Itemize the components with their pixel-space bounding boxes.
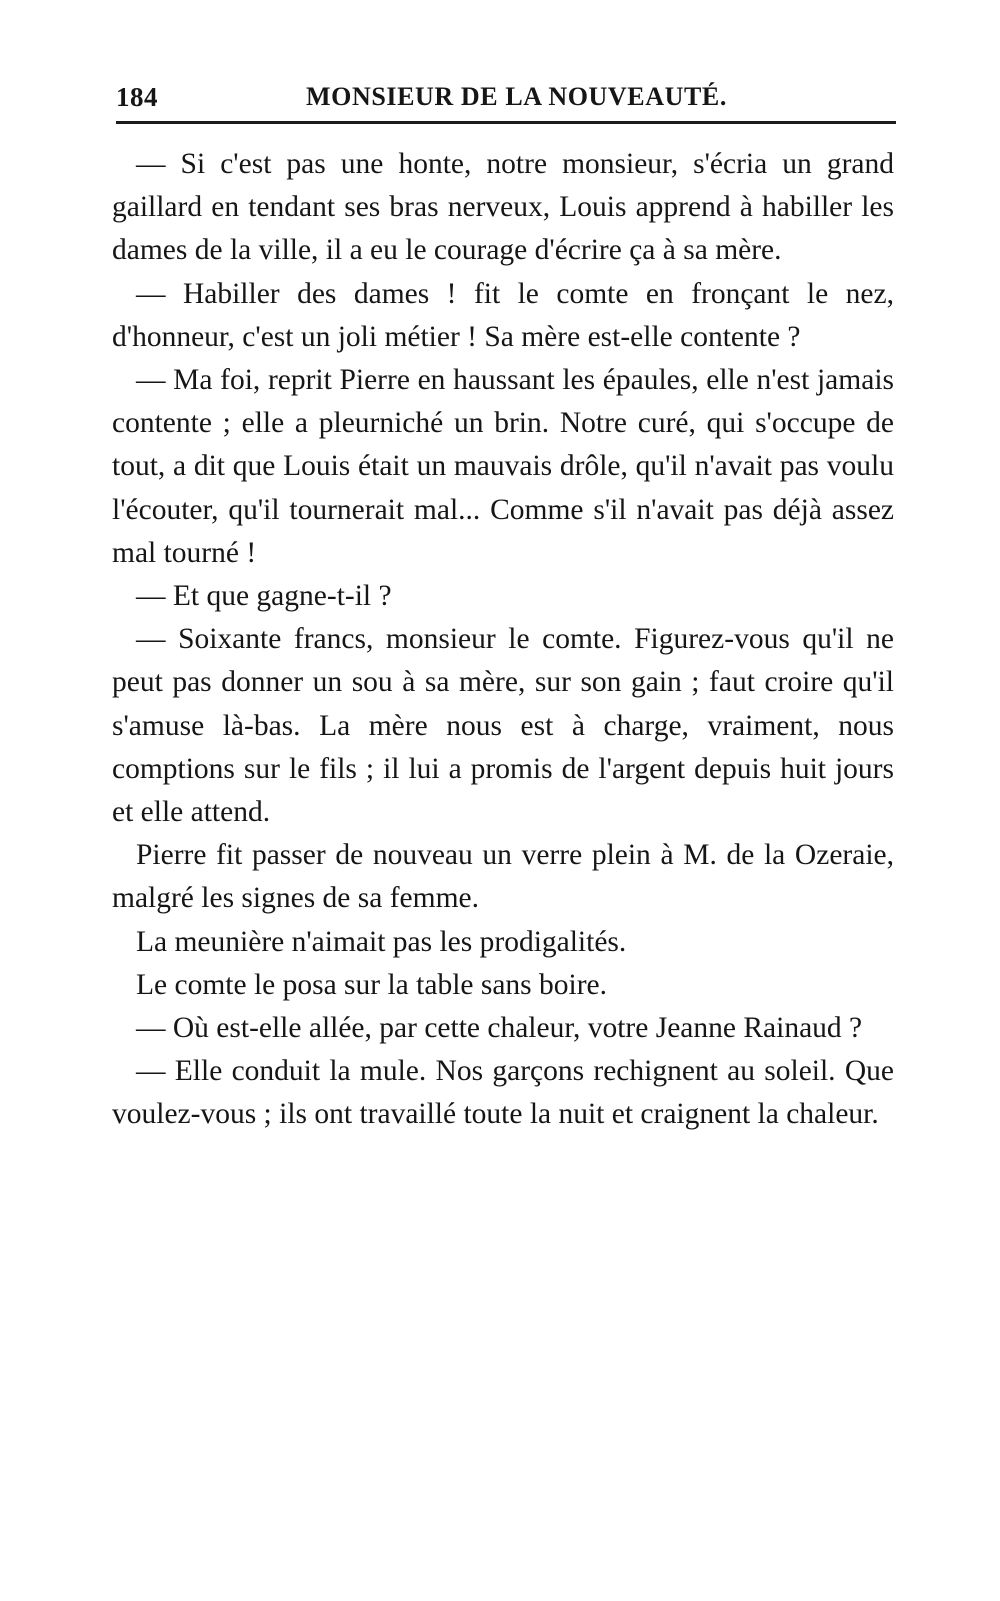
- paragraph: Le comte le posa sur la table sans boire.: [136, 968, 608, 1001]
- running-title: MONSIEUR DE LA NOUVEAUTÉ.: [306, 82, 727, 111]
- header-rule: [116, 121, 896, 124]
- paragraph: — Et que gagne-t-il ?: [136, 580, 392, 613]
- paragraph: — Si c'est pas une honte, notre monsieur, s'écria un grand gaillard en tendant ses bras nerveux, Louis apprend à habiller les dames de la ville, il a eu le courage d'écrire ça à sa mère.: [112, 148, 894, 267]
- paragraph: La meunière n'aimait pas les prodigalités.: [136, 925, 627, 958]
- paragraph: — Ma foi, reprit Pierre en haussant les épaules, elle n'est jamais contente ; elle a pleurniché un brin. Notre curé, qui s'occupe de tout, a dit que Louis était un mauvais drôle, qu'il n'avait pas voulu l'écouter, qu'il tournerait mal... Comme s'il n'avait pas déjà assez mal tourné !: [112, 364, 894, 569]
- paragraph: Pierre fit passer de nouveau un verre plein à M. de la Ozeraie, malgré les signes de sa femme.: [112, 839, 894, 915]
- running-head: [116, 72, 896, 118]
- paragraph: — Où est-elle allée, par cette chaleur, votre Jeanne Rainaud ?: [136, 1012, 863, 1045]
- body-text: [112, 143, 894, 1137]
- page-number: 184: [116, 82, 158, 112]
- paragraph: — Soixante francs, monsieur le comte. Figurez-vous qu'il ne peut pas donner un sou à sa mère, sur son gain ; faut croire qu'il s'amuse là-bas. La mère nous est à charge, vraiment, nous comptions sur le fils ; il lui a promis de l'argent depuis huit jours et elle attend.: [112, 623, 894, 829]
- paragraph: — Habiller des dames ! fit le comte en fronçant le nez, d'honneur, c'est un joli métier ! Sa mère est-elle contente ?: [112, 277, 894, 353]
- paragraph: — Elle conduit la mule. Nos garçons rechignent au soleil. Que voulez-vous ; ils ont travaillé toute la nuit et craignent la chaleur.: [112, 1055, 894, 1131]
